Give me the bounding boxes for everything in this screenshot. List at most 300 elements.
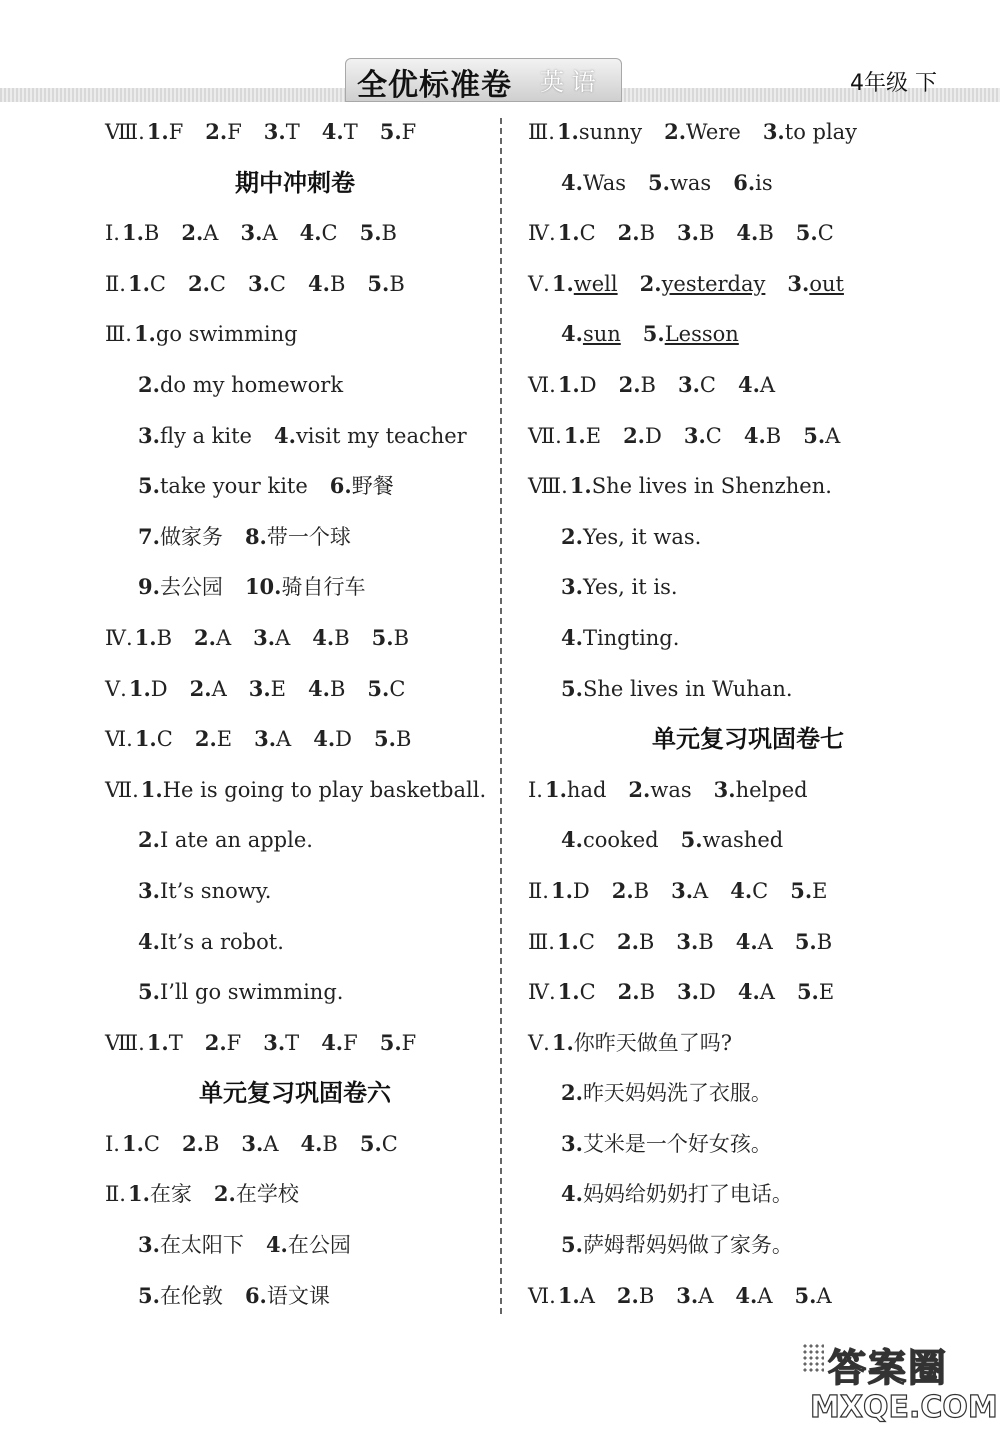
answer-item: [138, 828, 313, 852]
answer-text: yesterday: [661, 271, 766, 296]
answer-text: A: [262, 221, 278, 246]
answer-item: [300, 1132, 337, 1156]
section-numeral: Ⅳ.: [528, 980, 556, 1005]
answer-item: [797, 980, 834, 1004]
question-number: 4.: [308, 270, 330, 296]
answer-text: C: [321, 221, 338, 246]
answer-text: 在学校: [235, 1182, 299, 1207]
answer-text: T: [168, 1030, 183, 1055]
question-number: 5.: [794, 1282, 817, 1308]
question-number: 1.: [134, 726, 157, 752]
question-number: 4.: [736, 220, 759, 246]
question-number: 2.: [628, 776, 651, 802]
answer-text: Yes, it was.: [582, 524, 702, 549]
answer-item: [138, 930, 284, 954]
answer-item: [122, 1132, 160, 1156]
question-number: 1.: [146, 119, 169, 144]
answer-text: C: [578, 929, 595, 954]
answer-item: [677, 980, 716, 1004]
question-number: 2.: [618, 371, 641, 397]
question-number: 3.: [677, 371, 700, 397]
answer-item: [134, 322, 298, 346]
answer-text: B: [633, 878, 650, 903]
answer-item: [561, 626, 679, 650]
question-number: 3.: [561, 1130, 583, 1156]
question-number: 4.: [735, 928, 758, 954]
answer-line: [528, 309, 968, 360]
answer-item: [372, 626, 409, 650]
answer-text: T: [285, 120, 300, 144]
question-number: 2.: [617, 220, 640, 246]
answer-text: Yes, it is.: [582, 575, 678, 600]
question-number: 10.: [244, 574, 282, 600]
answer-item: [138, 1284, 223, 1308]
answer-text: was: [650, 777, 692, 802]
answer-line: [528, 1271, 968, 1322]
answer-text: F: [401, 120, 417, 144]
answer-line: [105, 1169, 485, 1220]
question-number: 4.: [737, 979, 760, 1005]
answer-item: [664, 120, 741, 144]
answer-item: [623, 424, 662, 448]
question-number: 1.: [127, 270, 150, 296]
answer-item: [796, 221, 834, 245]
answer-text: It’s snowy.: [159, 878, 272, 903]
answer-text: F: [343, 1030, 358, 1055]
section-numeral: Ⅳ.: [105, 625, 133, 650]
answer-text: A: [757, 1283, 773, 1308]
answer-text: C: [269, 271, 286, 296]
question-number: 1.: [128, 675, 151, 701]
answer-item: [643, 322, 739, 346]
section-numeral: Ⅷ.: [528, 474, 568, 499]
section-title: 期中冲刺卷: [235, 168, 355, 197]
question-number: 1.: [563, 422, 586, 448]
answer-item: [552, 272, 618, 296]
answer-line: [105, 1018, 485, 1069]
answer-item: [367, 272, 404, 296]
answer-text: B: [393, 625, 409, 650]
question-number: 3.: [248, 675, 271, 701]
answer-text: 骑自行车: [281, 575, 366, 600]
subject-label: 英 语: [540, 68, 596, 96]
question-number: 5.: [795, 220, 818, 246]
grade-label: 4年级 下: [850, 71, 937, 96]
question-number: 2.: [204, 1029, 227, 1055]
answer-item: [763, 120, 857, 144]
question-number: 1.: [551, 1029, 574, 1055]
answer-item: [564, 424, 601, 448]
section-numeral: Ⅲ.: [528, 929, 555, 954]
answer-text: B: [765, 423, 782, 448]
answer-text: C: [143, 1131, 160, 1156]
answer-line: [528, 917, 968, 968]
question-number: 1.: [121, 1130, 144, 1156]
answer-text: sun: [582, 322, 621, 347]
question-number: 3.: [254, 726, 277, 752]
question-number: 4.: [300, 1130, 323, 1156]
question-number: 3.: [263, 119, 286, 144]
watermark-dots-icon: [802, 1343, 824, 1373]
section-numeral: Ⅴ.: [528, 271, 550, 296]
answer-line: [105, 866, 485, 917]
section-numeral: Ⅱ.: [105, 1182, 126, 1207]
answer-item: [188, 272, 226, 296]
answer-text: 昨天妈妈洗了衣服。: [582, 1081, 772, 1106]
answer-text: C: [156, 727, 173, 752]
answer-text: Was: [582, 170, 626, 195]
answer-text: C: [389, 676, 406, 701]
answer-line: [528, 613, 968, 664]
answer-line: [105, 1119, 485, 1170]
answer-item: [308, 272, 345, 296]
answer-item: [676, 930, 713, 954]
answer-item: [195, 727, 232, 751]
section-numeral: Ⅷ.: [105, 120, 145, 144]
answer-item: [147, 1031, 183, 1055]
question-number: 3.: [762, 119, 785, 144]
answer-text: C: [817, 221, 834, 246]
answer-item: [681, 828, 784, 852]
question-number: 2.: [187, 270, 210, 296]
answer-text: visit my teacher: [295, 423, 467, 448]
question-number: 6.: [329, 473, 352, 499]
answer-text: A: [757, 929, 773, 954]
answer-text: C: [149, 271, 166, 296]
answer-text: A: [263, 1131, 279, 1156]
question-number: 3.: [240, 220, 263, 246]
answer-item: [570, 474, 832, 498]
answer-text: 去公园: [159, 575, 223, 600]
answer-text: 在太阳下: [159, 1233, 244, 1258]
answer-text: She lives in Shenzhen.: [591, 474, 832, 499]
answer-text: T: [343, 120, 358, 144]
answer-item: [733, 171, 772, 195]
question-number: 2.: [213, 1181, 236, 1207]
answer-item: [322, 120, 358, 144]
answer-text: well: [573, 271, 618, 296]
answer-text: C: [705, 423, 722, 448]
answer-text: A: [759, 980, 775, 1005]
answer-line: [105, 765, 485, 816]
answer-text: B: [638, 929, 655, 954]
question-number: 4.: [561, 827, 583, 853]
question-number: 1.: [557, 979, 580, 1005]
answer-item: [617, 930, 654, 954]
question-number: 5.: [648, 169, 670, 195]
question-number: 2.: [182, 1130, 204, 1156]
answer-text: A: [203, 221, 219, 246]
question-number: 4.: [265, 1232, 288, 1258]
answer-text: B: [329, 676, 346, 701]
answer-item: [557, 930, 595, 954]
answer-line: [105, 512, 485, 563]
answer-item: [214, 1182, 299, 1206]
answer-text: F: [227, 120, 242, 144]
answer-text: 妈妈给奶奶打了电话。: [582, 1182, 793, 1207]
answer-item: [790, 879, 827, 903]
answer-item: [330, 474, 394, 498]
answer-line: [105, 815, 485, 866]
question-number: 5.: [794, 928, 817, 954]
answer-item: [628, 778, 691, 802]
answer-item: [677, 221, 714, 245]
answer-line: [105, 309, 485, 360]
question-number: 4.: [308, 675, 330, 701]
question-number: 5.: [138, 473, 160, 499]
question-number: 3.: [138, 422, 160, 448]
answer-item: [380, 1031, 417, 1055]
answer-item: [545, 778, 606, 802]
answer-text: take your kite: [159, 474, 308, 499]
question-number: 5.: [359, 1130, 382, 1156]
answer-item: [671, 879, 708, 903]
answer-item: [245, 575, 366, 599]
answer-text: C: [579, 221, 596, 246]
answer-item: [194, 626, 231, 650]
answer-item: [249, 677, 286, 701]
answer-line: [105, 360, 485, 411]
section-numeral: Ⅶ.: [105, 777, 139, 802]
answer-line: [105, 461, 485, 512]
answer-item: [300, 221, 338, 245]
answer-line: [105, 664, 485, 715]
answer-item: [181, 221, 218, 245]
answer-text: B: [156, 625, 173, 650]
question-number: 1.: [557, 371, 580, 397]
question-number: 2.: [617, 979, 640, 1005]
answer-text: B: [638, 1283, 655, 1308]
answer-item: [129, 677, 168, 701]
section-numeral: Ⅴ.: [528, 1030, 550, 1055]
answer-line: [528, 1169, 968, 1220]
answer-text: B: [640, 372, 656, 397]
answer-item: [205, 120, 242, 144]
question-number: 5.: [374, 726, 396, 752]
answer-item: [312, 626, 349, 650]
answer-line: [528, 967, 968, 1018]
answer-text: A: [693, 878, 709, 903]
question-number: 2.: [181, 220, 204, 246]
section-title: 单元复习巩固卷六: [199, 1079, 391, 1108]
question-number: 6.: [733, 169, 756, 195]
answer-item: [135, 727, 173, 751]
answer-item: [561, 1233, 793, 1257]
question-number: 2.: [138, 827, 160, 853]
question-number: 1.: [140, 776, 163, 802]
question-number: 2.: [561, 523, 583, 549]
question-number: 5.: [642, 321, 665, 347]
answer-item: [618, 980, 655, 1004]
answer-text: He is going to play basketball.: [162, 777, 487, 802]
answer-line: [528, 1119, 968, 1170]
answer-item: [122, 221, 159, 245]
answer-text: D: [579, 372, 597, 397]
answer-text: 带一个球: [266, 524, 351, 549]
answer-item: [190, 677, 227, 701]
question-number: 3.: [263, 1029, 286, 1055]
answer-item: [264, 120, 300, 144]
answer-item: [308, 677, 345, 701]
question-number: 9.: [138, 574, 160, 600]
answer-item: [561, 677, 793, 701]
section-numeral: Ⅱ.: [105, 271, 126, 296]
answer-text: D: [645, 423, 662, 448]
answer-item: [248, 272, 286, 296]
answer-item: [561, 1182, 793, 1206]
answer-text: C: [209, 271, 226, 296]
answer-item: [561, 525, 701, 549]
question-number: 4.: [737, 371, 760, 397]
answer-text: 语文课: [266, 1283, 330, 1308]
question-number: 3.: [676, 928, 699, 954]
answer-item: [561, 575, 678, 599]
answer-line: [105, 259, 485, 310]
question-number: 1.: [550, 877, 573, 903]
answer-item: [138, 980, 343, 1004]
answer-line: [105, 967, 485, 1018]
question-number: 4.: [321, 1029, 344, 1055]
answer-text: 做家务: [159, 524, 223, 549]
answer-text: A: [825, 423, 841, 448]
answer-text: to play: [784, 120, 858, 144]
answer-text: B: [698, 929, 714, 954]
answer-item: [205, 1031, 242, 1055]
question-number: 2.: [664, 119, 687, 144]
answer-line: [528, 208, 968, 259]
answer-line: [105, 411, 485, 462]
section-numeral: Ⅱ.: [528, 878, 549, 903]
answer-item: [561, 171, 626, 195]
answer-item: [360, 221, 397, 245]
section-numeral: Ⅶ.: [528, 423, 562, 448]
answer-item: [561, 322, 621, 346]
answer-line: [105, 613, 485, 664]
question-number: 5.: [379, 1029, 402, 1055]
answer-text: D: [572, 878, 590, 903]
question-number: 1.: [556, 119, 579, 144]
question-number: 1.: [121, 220, 144, 246]
answer-item: [558, 980, 596, 1004]
answer-line: [528, 107, 968, 158]
answer-item: [619, 373, 656, 397]
answer-text: B: [334, 625, 350, 650]
question-number: 5.: [561, 675, 583, 701]
answer-item: [744, 424, 781, 448]
question-number: 2.: [639, 270, 662, 296]
answer-item: [240, 221, 277, 245]
question-number: 3.: [138, 1232, 160, 1258]
question-number: 5.: [367, 270, 390, 296]
answer-item: [138, 1233, 244, 1257]
answer-item: [367, 677, 405, 701]
answer-text: Tingting.: [582, 625, 680, 650]
question-number: 3.: [253, 624, 276, 650]
answer-item: [360, 1132, 398, 1156]
section-numeral: Ⅰ.: [105, 1131, 120, 1156]
answer-item: [253, 626, 290, 650]
answer-text: Lesson: [664, 322, 739, 347]
question-number: 5.: [680, 827, 703, 853]
question-number: 2.: [623, 422, 645, 448]
question-number: 3.: [713, 776, 736, 802]
watermark-text: 答案圈: [828, 1346, 949, 1390]
question-number: 2.: [561, 1080, 583, 1106]
question-number: 4.: [321, 119, 344, 144]
answer-text: D: [150, 676, 168, 701]
question-number: 1.: [134, 624, 157, 650]
answer-text: 在家: [149, 1182, 192, 1207]
answer-text: A: [816, 1283, 832, 1308]
question-number: 3.: [683, 422, 706, 448]
answer-item: [552, 1031, 732, 1055]
question-number: 4.: [138, 928, 160, 954]
answer-text: C: [579, 980, 596, 1005]
answer-item: [135, 626, 172, 650]
answer-text: E: [270, 676, 287, 701]
answer-text: E: [812, 878, 828, 903]
answer-text: cooked: [582, 828, 659, 853]
answer-item: [618, 221, 655, 245]
answer-line: [528, 664, 968, 715]
question-number: 5.: [561, 1232, 583, 1258]
answer-line: [528, 866, 968, 917]
section-numeral: Ⅷ.: [105, 1030, 145, 1055]
answer-text: 萨姆帮妈妈做了家务。: [582, 1233, 793, 1258]
answer-text: A: [276, 727, 292, 752]
answer-text: C: [381, 1131, 398, 1156]
column-divider: [500, 118, 502, 1314]
answer-text: helped: [735, 777, 808, 802]
answer-text: C: [752, 878, 769, 903]
question-number: 1.: [569, 473, 592, 499]
answer-text: Were: [686, 120, 741, 144]
answer-text: It’s a robot.: [159, 929, 284, 954]
answer-item: [254, 727, 291, 751]
question-number: 5.: [138, 979, 160, 1005]
answer-item: [714, 778, 808, 802]
answer-item: [561, 1132, 772, 1156]
question-number: 4.: [274, 422, 296, 448]
question-number: 1.: [146, 1029, 169, 1055]
answer-item: [128, 1182, 192, 1206]
answer-line: [105, 1220, 485, 1271]
answer-text: F: [226, 1030, 242, 1055]
answer-line: [528, 158, 968, 209]
question-number: 4.: [312, 624, 335, 650]
answer-item: [736, 930, 773, 954]
question-number: 1.: [556, 928, 579, 954]
answer-item: [138, 474, 308, 498]
answer-text: B: [381, 221, 397, 246]
answer-text: sunny: [578, 120, 643, 144]
question-number: 3.: [561, 574, 583, 600]
question-number: 5.: [803, 422, 826, 448]
question-number: 3.: [677, 220, 699, 246]
section-numeral: Ⅲ.: [105, 322, 132, 347]
answer-item: [558, 221, 596, 245]
answer-text: F: [168, 120, 184, 144]
answer-item: [141, 778, 486, 802]
answer-line: [528, 461, 968, 512]
answer-text: go swimming: [155, 322, 298, 347]
answer-text: E: [585, 423, 602, 448]
question-number: 5.: [379, 119, 402, 144]
answer-item: [640, 272, 766, 296]
answer-text: I ate an apple.: [159, 828, 313, 853]
question-number: 5.: [371, 624, 394, 650]
question-number: 1.: [133, 321, 156, 347]
